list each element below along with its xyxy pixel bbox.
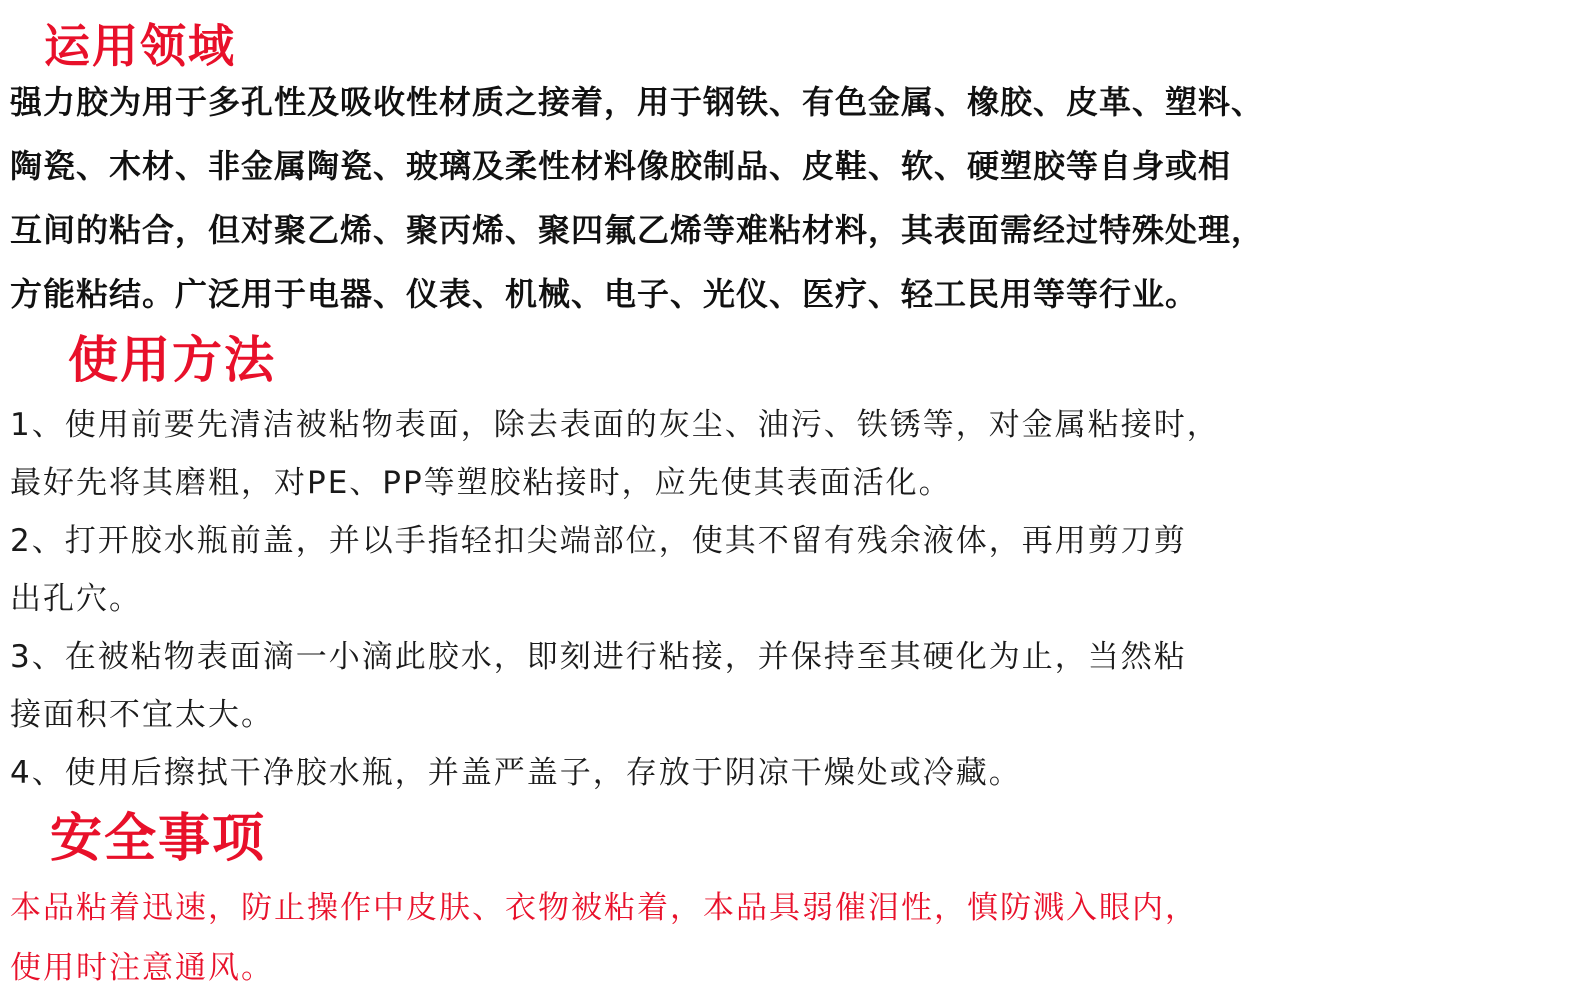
safety-line: 使用时注意通风。 <box>10 950 274 986</box>
usage-step-4 <box>10 744 1570 802</box>
usage-heading: 使用方法 <box>68 331 276 389</box>
applications-line: 陶瓷、木材、非金属陶瓷、玻璃及柔性材料像胶制品、皮鞋、软、硬塑胶等自身或相 <box>10 147 1232 185</box>
usage-step-line: 3、在被粘物表面滴一小滴此胶水，即刻进行粘接，并保持至其硬化为止，当然粘 <box>10 639 1187 675</box>
safety-heading: 安全事项 <box>50 809 267 869</box>
usage-step-2 <box>10 512 1570 628</box>
usage-section <box>10 330 1570 802</box>
usage-step-line: 最好先将其磨粗，对PE、PP等塑胶粘接时，应先使其表面活化。 <box>10 465 952 501</box>
safety-section <box>10 808 1570 998</box>
usage-step-line: 2、打开胶水瓶前盖，并以手指轻扣尖端部位，使其不留有残余液体，再用剪刀剪 <box>10 523 1187 559</box>
usage-step-3 <box>10 628 1570 744</box>
applications-line: 强力胶为用于多孔性及吸收性材质之接着，用于钢铁、有色金属、橡胶、皮革、塑料、 <box>10 83 1265 121</box>
applications-line: 互间的粘合，但对聚乙烯、聚丙烯、聚四氟乙烯等难粘材料，其表面需经过特殊处理， <box>10 211 1265 249</box>
applications-heading: 运用领域 <box>44 19 236 73</box>
applications-paragraph <box>10 70 1570 326</box>
usage-step-line: 4、使用后擦拭干净胶水瓶，并盖严盖子，存放于阴凉干燥处或冷藏。 <box>10 755 1022 791</box>
safety-paragraph <box>10 878 1570 998</box>
applications-line: 方能粘结。广泛用于电器、仪表、机械、电子、光仪、医疗、轻工民用等等行业。 <box>10 275 1199 313</box>
usage-step-1 <box>10 396 1570 512</box>
usage-step-line: 1、使用前要先清洁被粘物表面，除去表面的灰尘、油污、铁锈等，对金属粘接时， <box>10 407 1220 443</box>
usage-step-line: 出孔穴。 <box>10 581 142 617</box>
applications-section <box>10 0 1570 326</box>
usage-step-line: 接面积不宜太大。 <box>10 697 274 733</box>
safety-line: 本品粘着迅速，防止操作中皮肤、衣物被粘着，本品具弱催泪性，慎防溅入眼内， <box>10 890 1198 926</box>
